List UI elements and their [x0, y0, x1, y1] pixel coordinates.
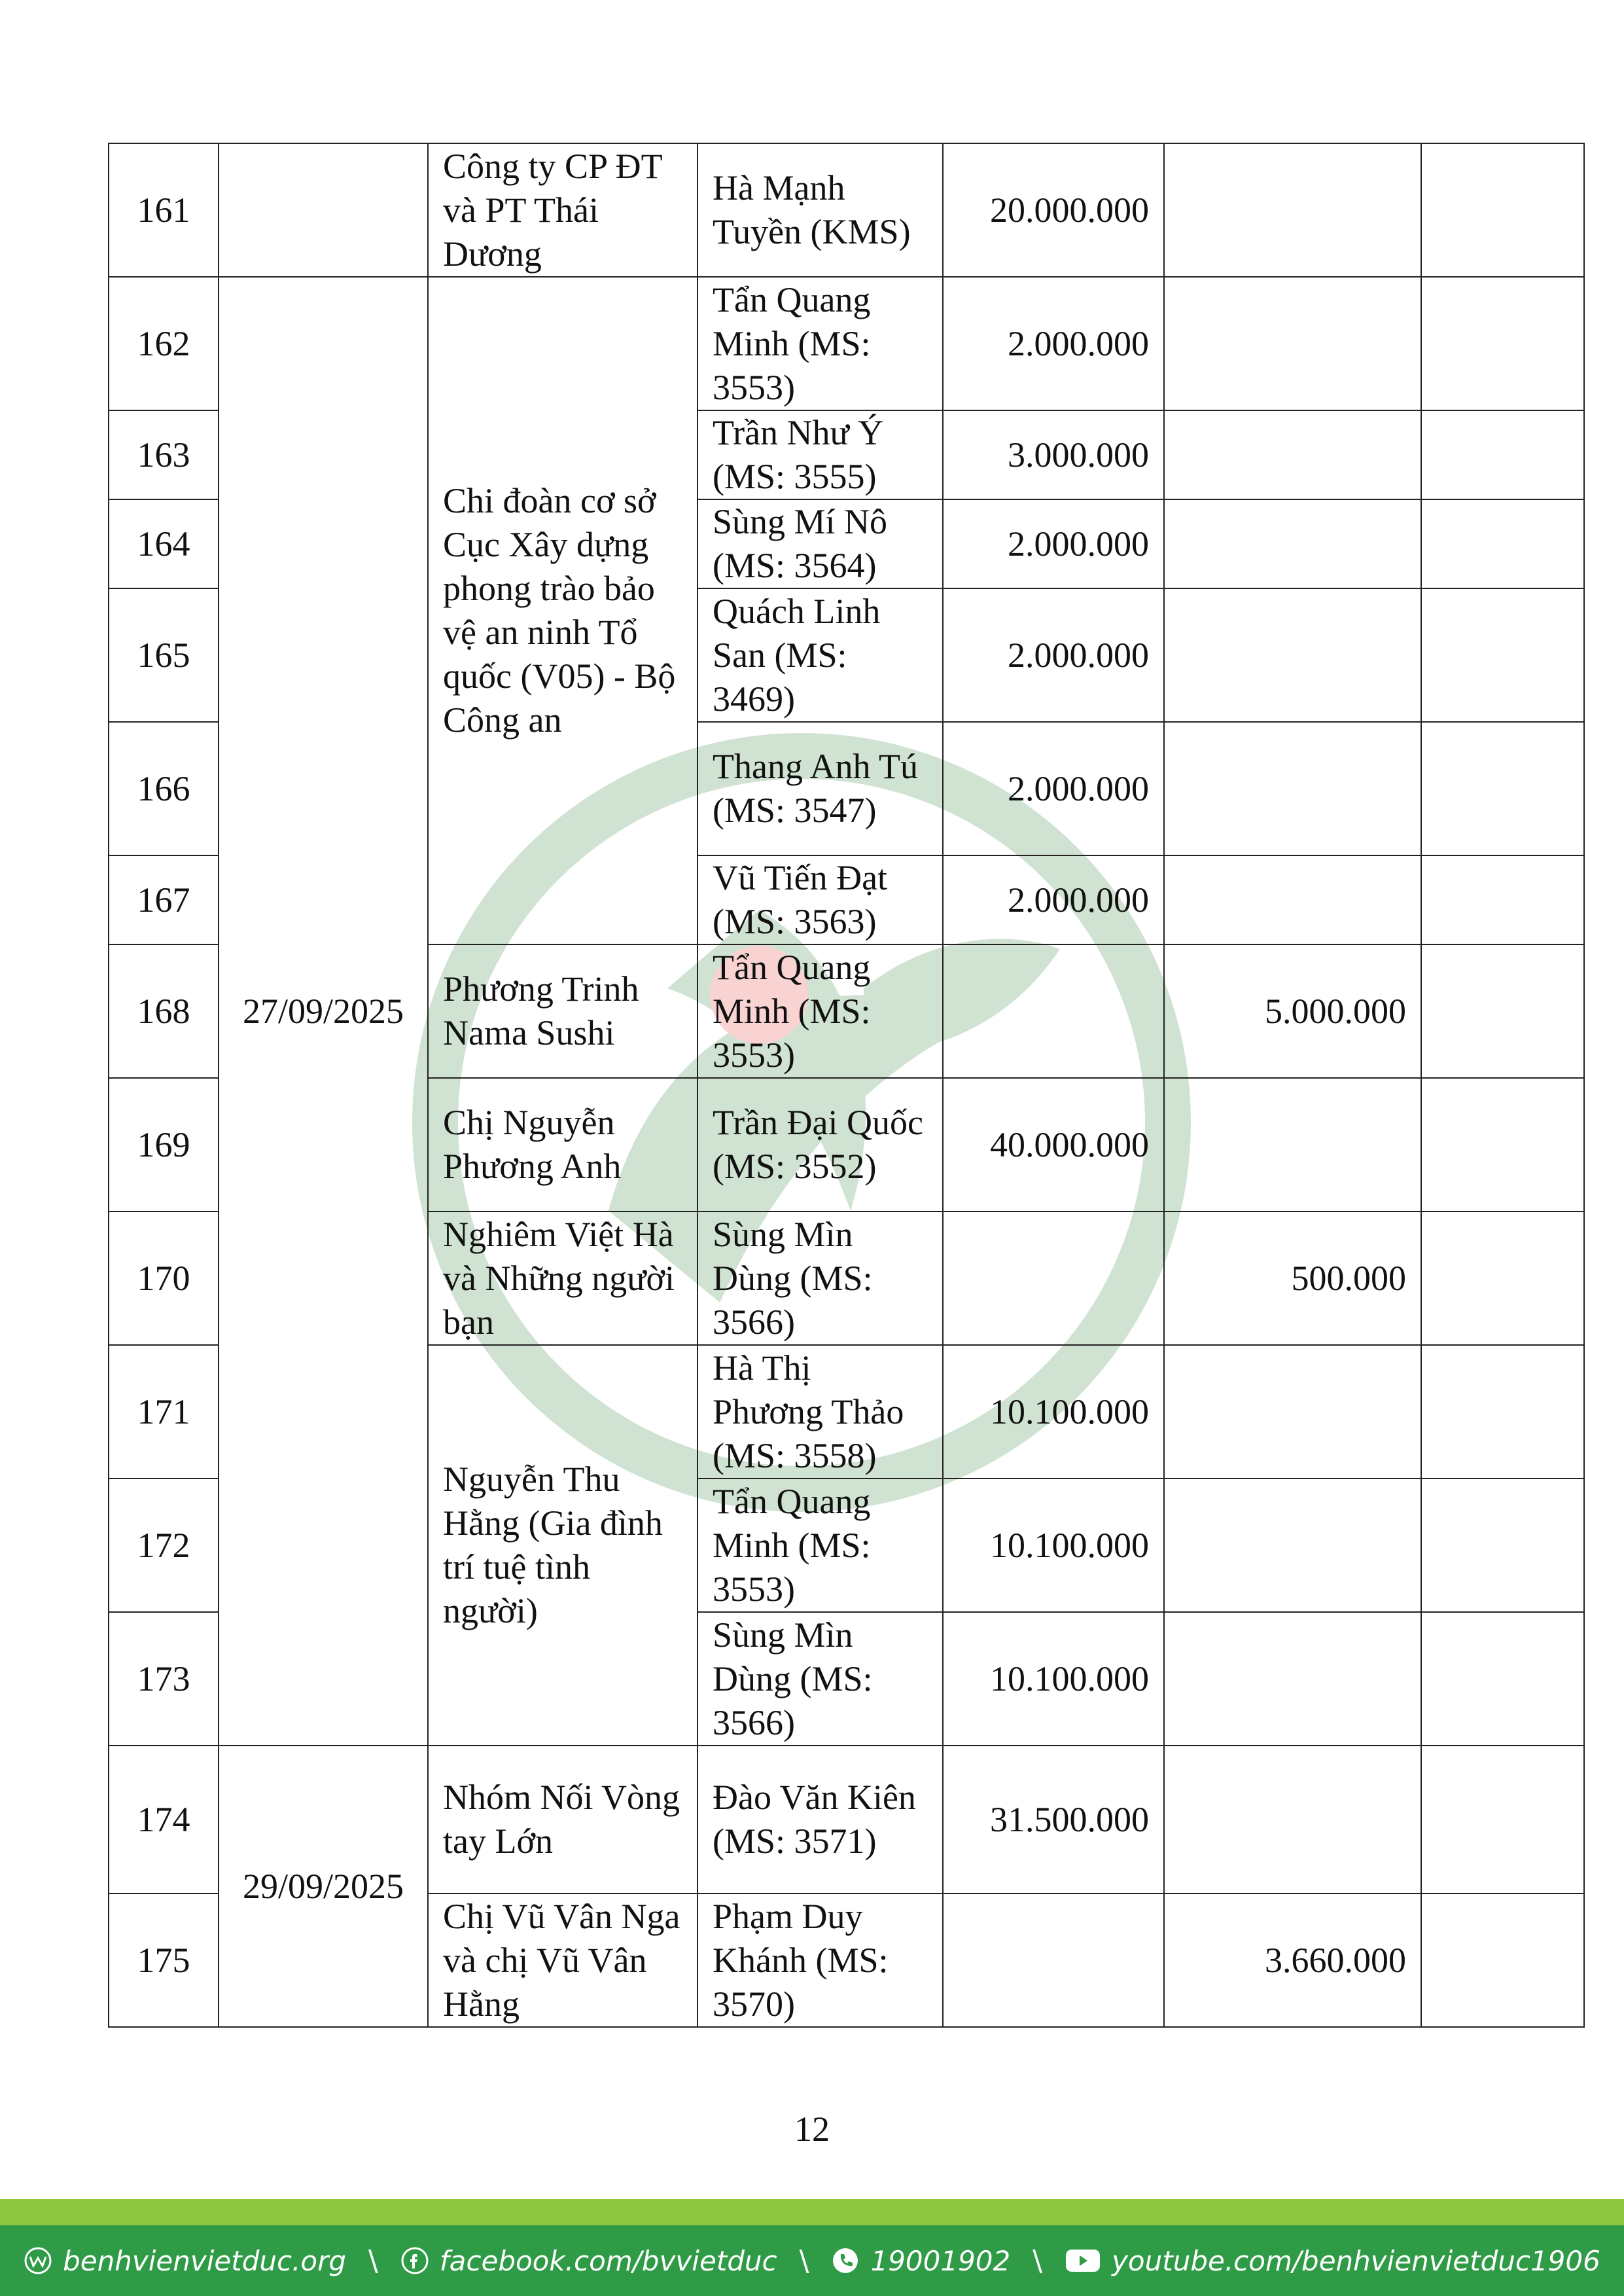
- note-cell: [1421, 722, 1584, 855]
- row-number: 172: [109, 1479, 219, 1612]
- row-number: 175: [109, 1893, 219, 2027]
- footer-separator: \: [799, 2244, 809, 2278]
- row-number: 163: [109, 410, 219, 499]
- amount-cell: [943, 1211, 1164, 1345]
- amount-cell: 10.100.000: [943, 1612, 1164, 1746]
- row-number: 164: [109, 499, 219, 588]
- recipient-cell: Trần Đại Quốc (MS: 3552): [697, 1078, 943, 1211]
- footer-separator: \: [368, 2244, 378, 2278]
- row-number: 166: [109, 722, 219, 855]
- footer-accent-stripe: [0, 2199, 1624, 2225]
- row-number: 173: [109, 1612, 219, 1746]
- recipient-cell: Phạm Duy Khánh (MS: 3570): [697, 1893, 943, 2027]
- donor-cell: Phương Trinh Nama Sushi: [428, 944, 697, 1078]
- note-cell: [1421, 1479, 1584, 1612]
- donation-table: [108, 143, 1585, 2028]
- note-cell: [1421, 855, 1584, 944]
- donor-cell: Chi đoàn cơ sở Cục Xây dựng phong trào bảo vệ an ninh Tổ quốc (V05) - Bộ Công an: [428, 277, 697, 944]
- amount-cell: 2.000.000: [943, 855, 1164, 944]
- amount-cell: 2.000.000: [943, 277, 1164, 410]
- note-cell: [1421, 410, 1584, 499]
- footer-bar: [0, 2225, 1624, 2296]
- date-cell: [219, 143, 428, 277]
- footer-hotline[interactable]: [831, 2245, 1010, 2277]
- note-cell: [1421, 277, 1584, 410]
- website-link[interactable]: benhvienvietduc.org: [63, 2244, 347, 2277]
- amount-cell: 3.000.000: [943, 410, 1164, 499]
- amount-alt-cell: [1164, 1345, 1421, 1479]
- amount-alt-cell: [1164, 588, 1421, 722]
- amount-cell: 31.500.000: [943, 1746, 1164, 1893]
- note-cell: [1421, 944, 1584, 1078]
- donor-cell: Nhóm Nối Vòng tay Lớn: [428, 1746, 697, 1893]
- youtube-icon: [1065, 2247, 1101, 2274]
- note-cell: [1421, 499, 1584, 588]
- amount-cell: 20.000.000: [943, 143, 1164, 277]
- row-number: 167: [109, 855, 219, 944]
- amount-alt-cell: [1164, 722, 1421, 855]
- recipient-cell: Vũ Tiến Đạt (MS: 3563): [697, 855, 943, 944]
- recipient-cell: Quách Linh San (MS: 3469): [697, 588, 943, 722]
- amount-alt-cell: [1164, 1078, 1421, 1211]
- amount-cell: [943, 1893, 1164, 2027]
- row-number: 169: [109, 1078, 219, 1211]
- facebook-link[interactable]: facebook.com/bvvietduc: [439, 2244, 777, 2277]
- amount-cell: 2.000.000: [943, 588, 1164, 722]
- row-number: 170: [109, 1211, 219, 1345]
- recipient-cell: Đào Văn Kiên (MS: 3571): [697, 1746, 943, 1893]
- table-row: [109, 1746, 1584, 1893]
- table-row: [109, 277, 1584, 410]
- note-cell: [1421, 1078, 1584, 1211]
- footer-separator: \: [1033, 2244, 1043, 2278]
- amount-cell: 2.000.000: [943, 499, 1164, 588]
- note-cell: [1421, 1746, 1584, 1893]
- donor-cell: Công ty CP ĐT và PT Thái Dương: [428, 143, 697, 277]
- amount-alt-cell: [1164, 143, 1421, 277]
- row-number: 174: [109, 1746, 219, 1893]
- amount-alt-cell: 3.660.000: [1164, 1893, 1421, 2027]
- row-number: 165: [109, 588, 219, 722]
- amount-alt-cell: 5.000.000: [1164, 944, 1421, 1078]
- note-cell: [1421, 588, 1584, 722]
- footer-youtube[interactable]: [1065, 2245, 1600, 2277]
- amount-cell: 40.000.000: [943, 1078, 1164, 1211]
- amount-alt-cell: [1164, 410, 1421, 499]
- page-number: 12: [794, 2109, 830, 2149]
- note-cell: [1421, 1345, 1584, 1479]
- recipient-cell: Tẩn Quang Minh (MS: 3553): [697, 1479, 943, 1612]
- recipient-cell: Tẩn Quang Minh (MS: 3553): [697, 944, 943, 1078]
- donor-cell: Chị Nguyễn Phương Anh: [428, 1078, 697, 1211]
- amount-cell: 10.100.000: [943, 1479, 1164, 1612]
- row-number: 162: [109, 277, 219, 410]
- hotline-number[interactable]: 19001902: [870, 2244, 1011, 2277]
- note-cell: [1421, 143, 1584, 277]
- donor-cell: Chị Vũ Vân Nga và chị Vũ Vân Hằng: [428, 1893, 697, 2027]
- amount-alt-cell: [1164, 1746, 1421, 1893]
- donor-cell: Nghiêm Việt Hà và Những người bạn: [428, 1211, 697, 1345]
- footer-facebook[interactable]: [400, 2245, 777, 2277]
- recipient-cell: Hà Mạnh Tuyền (KMS): [697, 143, 943, 277]
- date-cell: 29/09/2025: [219, 1746, 428, 2027]
- footer-website[interactable]: [24, 2245, 346, 2277]
- amount-alt-cell: [1164, 1479, 1421, 1612]
- recipient-cell: Trần Như Ý (MS: 3555): [697, 410, 943, 499]
- recipient-cell: Sùng Mí Nô (MS: 3564): [697, 499, 943, 588]
- note-cell: [1421, 1612, 1584, 1746]
- globe-icon: [24, 2246, 52, 2275]
- facebook-icon: [400, 2246, 429, 2275]
- phone-icon: [831, 2246, 860, 2275]
- donor-cell: Nguyễn Thu Hằng (Gia đình trí tuệ tình người): [428, 1345, 697, 1746]
- amount-cell: [943, 944, 1164, 1078]
- row-number: 168: [109, 944, 219, 1078]
- note-cell: [1421, 1893, 1584, 2027]
- amount-alt-cell: [1164, 855, 1421, 944]
- amount-cell: 10.100.000: [943, 1345, 1164, 1479]
- recipient-cell: Hà Thị Phương Thảo (MS: 3558): [697, 1345, 943, 1479]
- amount-alt-cell: [1164, 277, 1421, 410]
- recipient-cell: Sùng Mìn Dùng (MS: 3566): [697, 1211, 943, 1345]
- recipient-cell: Tẩn Quang Minh (MS: 3553): [697, 277, 943, 410]
- amount-alt-cell: 500.000: [1164, 1211, 1421, 1345]
- amount-cell: 2.000.000: [943, 722, 1164, 855]
- recipient-cell: Sùng Mìn Dùng (MS: 3566): [697, 1612, 943, 1746]
- table-row: [109, 143, 1584, 277]
- amount-alt-cell: [1164, 1612, 1421, 1746]
- row-number: 161: [109, 143, 219, 277]
- recipient-cell: Thang Anh Tú (MS: 3547): [697, 722, 943, 855]
- date-cell: 27/09/2025: [219, 277, 428, 1746]
- amount-alt-cell: [1164, 499, 1421, 588]
- note-cell: [1421, 1211, 1584, 1345]
- row-number: 171: [109, 1345, 219, 1479]
- youtube-link[interactable]: youtube.com/benhvienvietduc1906: [1112, 2244, 1600, 2277]
